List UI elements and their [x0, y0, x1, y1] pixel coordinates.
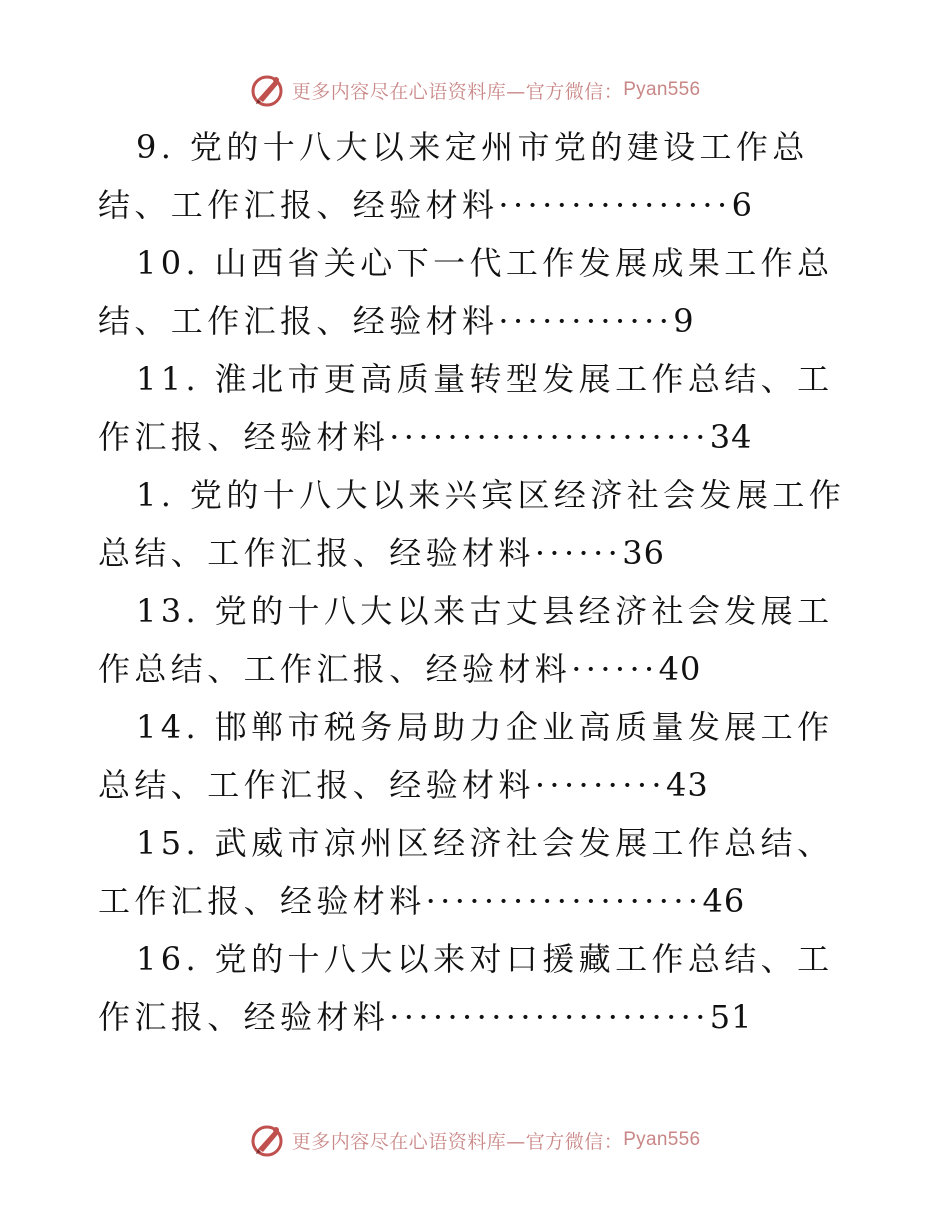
- toc-entry-number: 11.: [136, 360, 201, 398]
- toc-entry-number: 15.: [136, 824, 201, 862]
- toc-dot-leader: ······: [534, 534, 623, 572]
- footer-watermark: [0, 1120, 950, 1160]
- red-seal-pen-logo-icon: [250, 72, 286, 108]
- toc-page-number: 36: [622, 534, 665, 572]
- toc-entry[interactable]: [98, 582, 858, 698]
- toc-entry-title: 党的十八大以来对口援藏工作总结、工作汇报、经验材料: [98, 940, 834, 1036]
- toc-entry-title: 党的十八大以来定州市党的建设工作总结、工作汇报、经验材料: [98, 128, 809, 224]
- red-seal-pen-logo-icon: [250, 1122, 286, 1158]
- toc-entry-title: 邯郸市税务局助力企业高质量发展工作总结、工作汇报、经验材料: [98, 708, 834, 804]
- toc-dot-leader: ············: [498, 302, 674, 340]
- toc-page-number: 43: [665, 766, 709, 804]
- header-watermark: [0, 70, 950, 110]
- toc-entry-number: 16.: [136, 940, 201, 978]
- toc-entry[interactable]: [98, 466, 858, 582]
- toc-entry[interactable]: [98, 698, 858, 814]
- toc-dot-leader: ······················: [389, 998, 710, 1036]
- toc-entry[interactable]: [98, 118, 858, 234]
- toc-entry-title: 淮北市更高质量转型发展工作总结、工作汇报、经验材料: [98, 360, 834, 456]
- toc-entry-number: 13.: [136, 592, 201, 630]
- toc-entry-title: 党的十八大以来古丈县经济社会发展工作总结、工作汇报、经验材料: [98, 592, 834, 688]
- toc-entry-title: 山西省关心下一代工作发展成果工作总结、工作汇报、经验材料: [98, 244, 834, 340]
- watermark-text: 更多内容尽在心语资料库—官方微信：: [291, 1130, 624, 1153]
- toc-page-number: 34: [709, 418, 753, 456]
- toc-entry-number: 10.: [136, 244, 201, 282]
- toc-dot-leader: ·········: [534, 766, 666, 804]
- toc-entry[interactable]: [98, 234, 858, 350]
- toc-page-number: 51: [709, 998, 753, 1036]
- toc-dot-leader: ················: [498, 186, 732, 224]
- toc-entry[interactable]: [98, 930, 858, 1046]
- toc-page-number: 40: [658, 650, 702, 688]
- watermark-wechat-id: Pyan556: [623, 79, 701, 100]
- table-of-contents: [98, 118, 858, 1046]
- toc-entry[interactable]: [98, 814, 858, 930]
- toc-page-number: 9: [673, 302, 695, 340]
- toc-dot-leader: ······················: [389, 418, 710, 456]
- toc-page-number: 46: [702, 882, 746, 920]
- toc-entry[interactable]: [98, 350, 858, 466]
- toc-entry-number: 1.: [136, 476, 176, 514]
- toc-entry-number: 9.: [136, 128, 176, 166]
- watermark-wechat-id: Pyan556: [623, 1129, 701, 1150]
- toc-entry-title: 党的十八大以来兴宾区经济社会发展工作总结、工作汇报、经验材料: [98, 476, 846, 572]
- toc-entry-number: 14.: [136, 708, 201, 746]
- toc-entry-title: 武威市凉州区经济社会发展工作总结、工作汇报、经验材料: [98, 824, 834, 920]
- toc-page-number: 6: [731, 186, 753, 224]
- toc-dot-leader: ······: [571, 650, 659, 688]
- toc-dot-leader: ···················: [425, 882, 703, 920]
- watermark-text: 更多内容尽在心语资料库—官方微信：: [291, 80, 624, 103]
